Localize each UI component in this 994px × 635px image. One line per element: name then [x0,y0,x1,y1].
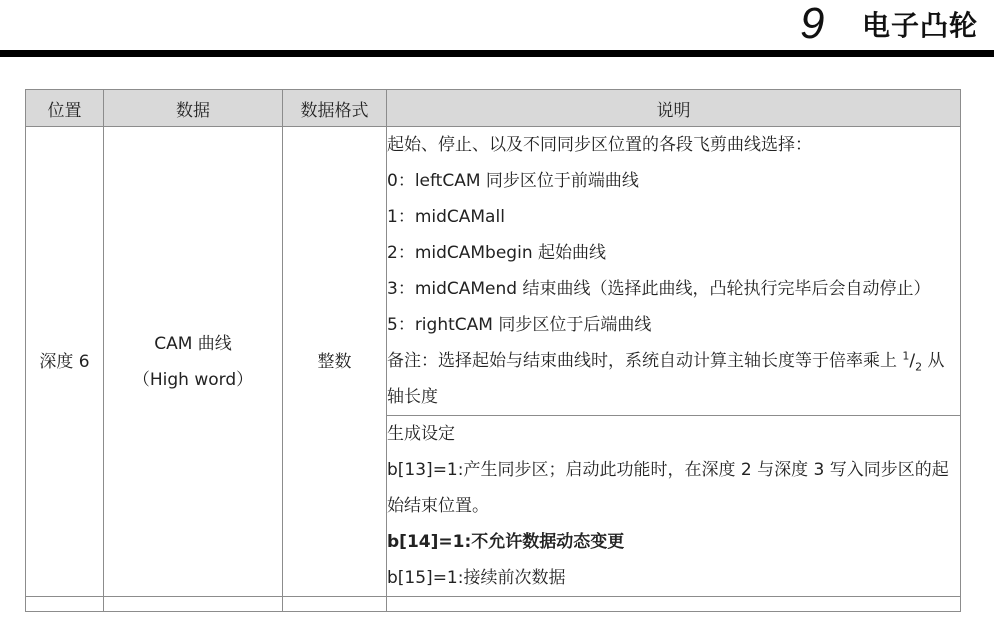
position-value: 深度 6 [39,351,90,372]
header-rule [0,50,994,57]
bit14-description: b[14]=1:不允许数据动态变更 [387,532,625,552]
curve-option-5: 5：rightCAM 同步区位于后端曲线 [387,315,652,335]
continuation-cell [104,597,283,612]
note-suffix: 从轴长度 [387,351,945,407]
format-value: 整数 [317,351,352,372]
cell-description-generate-settings [387,416,961,597]
header-position: 位置 [26,90,104,127]
header-description: 说明 [387,90,961,127]
bit13-description: b[13]=1:产生同步区；启动此功能时，在深度 2 与深度 3 写入同步区的起始结束位置。 [387,460,949,516]
curve-option-2: 2：midCAMbegin 起始曲线 [387,243,606,263]
cell-position [26,127,104,597]
generate-settings-title: 生成设定 [387,424,455,444]
curve-option-1: 1：midCAMall [387,207,505,227]
fraction-denominator: 2 [915,360,923,374]
curve-select-intro: 起始、停止、以及不同同步区位置的各段飞剪曲线选择： [387,135,812,155]
continuation-cell [26,597,104,612]
chapter-title: 电子凸轮 [862,9,979,42]
table-row [26,127,961,416]
bit15-description: b[15]=1:接续前次数据 [387,568,566,588]
cell-description-curve-select [387,127,961,416]
curve-note [387,343,960,415]
data-name-line1: CAM 曲线 [154,333,232,354]
curve-option-0: 0：leftCAM 同步区位于前端曲线 [387,171,639,191]
table-header-row [26,90,961,127]
fraction-numerator: 1 [902,349,910,363]
curve-option-3: 3：midCAMend 结束曲线（选择此曲线，凸轮执行完毕后会自动停止） [387,279,931,299]
header-data: 数据 [104,90,283,127]
cell-data [104,127,283,597]
half-fraction: $^1/_2$ [902,349,923,374]
table-row-continuation [26,597,961,612]
note-prefix: 备注：选择起始与结束曲线时，系统自动计算主轴长度等于倍率乘上 [387,351,903,371]
header-format: 数据格式 [283,90,387,127]
data-name-line2: （High word） [132,369,254,390]
cell-format [283,127,387,597]
chapter-number: 9 [800,0,825,48]
continuation-cell [283,597,387,612]
continuation-cell [387,597,961,612]
parameter-table [25,89,961,612]
